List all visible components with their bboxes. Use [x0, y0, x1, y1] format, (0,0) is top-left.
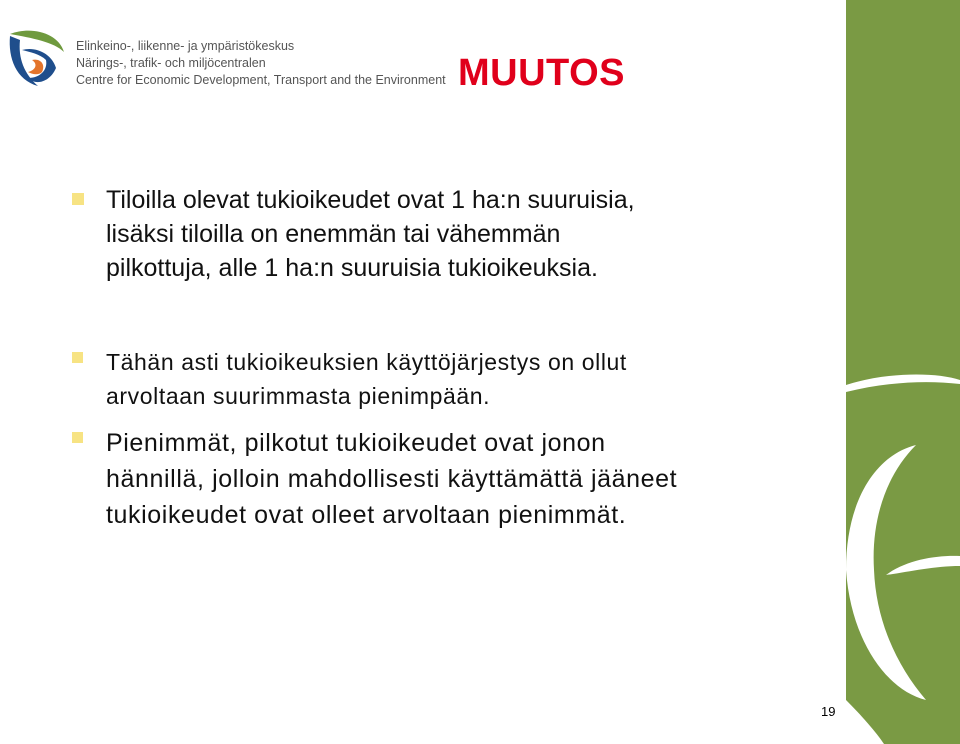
bullet-line: lisäksi tiloilla on enemmän tai vähemmän [106, 220, 561, 248]
bullet-line: pilkottuja, alle 1 ha:n suuruisia tukioikeuksia. [106, 254, 598, 282]
bullet-line: hännillä, jolloin mahdollisesti käyttämättä jääneet [106, 465, 678, 493]
slide-title: MUUTOS [458, 52, 625, 94]
bullet-square-icon [72, 432, 83, 443]
bullet-text [106, 345, 627, 413]
org-name-finnish: Elinkeino-, liikenne- ja ympäristökeskus [76, 39, 295, 53]
bullet-line: Pienimmät, pilkotut tukioikeudet ovat jonon [106, 429, 606, 457]
page-number: 19 [821, 704, 836, 719]
bullet-text [106, 183, 635, 285]
bullet-square-icon [72, 352, 83, 363]
organization-name [76, 38, 446, 89]
org-name-english: Centre for Economic Development, Transport and the Environment [76, 73, 446, 87]
ely-centre-logo-icon [6, 28, 68, 90]
bullet-square-icon [72, 193, 84, 205]
bullet-line: arvoltaan suurimmasta pienimpään. [106, 383, 491, 409]
decorative-leaf-band [846, 0, 960, 744]
bullet-line: tukioikeudet ovat olleet arvoltaan pienimmät. [106, 501, 627, 529]
bullet-line: Tiloilla olevat tukioikeudet ovat 1 ha:n suuruisia, [106, 186, 635, 214]
org-name-swedish: Närings-, trafik- och miljöcentralen [76, 56, 266, 70]
bullet-text [106, 425, 677, 533]
bullet-line: Tähän asti tukioikeuksien käyttöjärjestys on ollut [106, 349, 627, 375]
